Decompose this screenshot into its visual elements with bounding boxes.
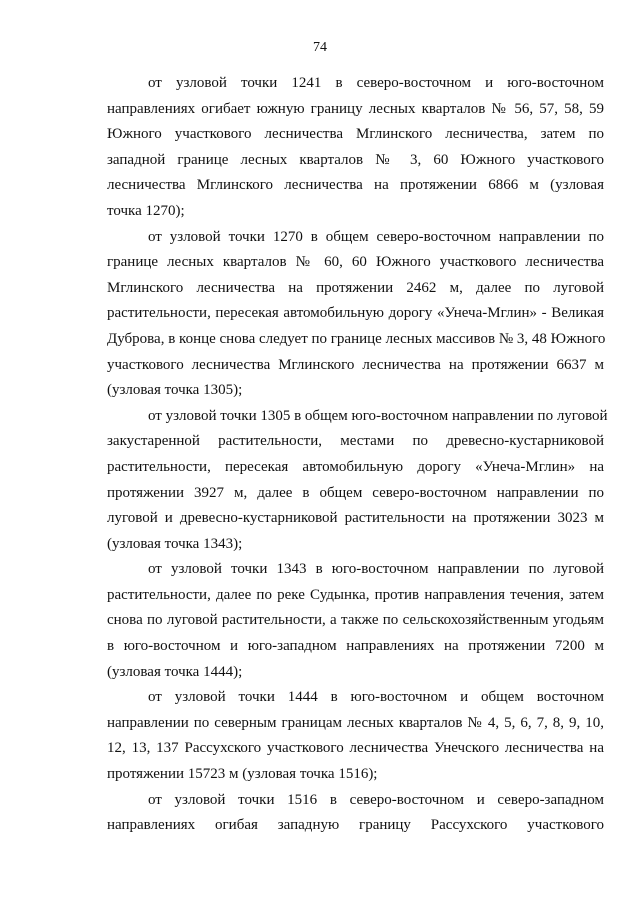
- text-line: растительности, пересекая автомобильную дорогу «Унеча-Мглин» - Великая: [107, 305, 604, 322]
- text-line: точка 1270);: [107, 202, 185, 219]
- text-line: от узловой точки 1241 в северо-восточном и юго-восточном: [148, 75, 604, 91]
- text-line: (узловая точка 1444);: [107, 663, 243, 680]
- text-line: закустаренной растительности, местами по древесно-кустарниковой: [107, 433, 604, 450]
- text-line: Дуброва, в конце снова следует по границе лесных массивов № 3, 48 Южного: [107, 330, 606, 347]
- text-line: лесничества Мглинского лесничества на протяжении 6866 м (узловая: [107, 177, 604, 194]
- paragraph-5: [107, 685, 604, 787]
- paragraph-1: [107, 71, 604, 225]
- text-line: протяжении 3927 м, далее в общем северо-восточном направлении по: [107, 484, 604, 501]
- text-line: от узловой точки 1270 в общем северо-восточном направлении по: [148, 228, 604, 245]
- text-line: в юго-восточном и юго-западном направлениях на протяжении 7200 м: [107, 638, 604, 655]
- text-line: границе лесных кварталов № 60, 60 Южного участкового лесничества: [107, 254, 604, 271]
- text-line: (узловая точка 1343);: [107, 535, 243, 552]
- text-line: направлении по северным границам лесных кварталов № 4, 5, 6, 7, 8, 9, 10,: [107, 714, 604, 731]
- paragraph-2: [107, 225, 604, 404]
- text-line: от узловой точки 1444 в юго-восточном и общем восточном: [148, 689, 604, 706]
- text-line: от узловой точки 1516 в северо-восточном и северо-западном: [148, 791, 604, 808]
- text-line: западной границе лесных кварталов № 3, 60 Южного участкового: [107, 151, 604, 168]
- text-line: от узловой точки 1305 в общем юго-восточном направлении по луговой: [148, 407, 608, 424]
- text-line: от узловой точки 1343 в юго-восточном направлении по луговой: [148, 561, 604, 578]
- text-line: Мглинского лесничества на протяжении 2462 м, далее по луговой: [107, 279, 604, 296]
- text-line: участкового лесничества Мглинского лесничества на протяжении 6637 м: [107, 356, 604, 373]
- paragraph-6: [107, 788, 604, 839]
- text-line: (узловая точка 1305);: [107, 382, 243, 399]
- text-line: протяжении 15723 м (узловая точка 1516);: [107, 766, 378, 783]
- page-number: 74: [313, 40, 327, 55]
- paragraph-4: [107, 557, 604, 685]
- text-line: растительности, пересекая автомобильную дорогу «Унеча-Мглин» на: [107, 458, 604, 475]
- document-body: [107, 71, 608, 839]
- text-line: растительности, далее по реке Судынка, против направления течения, затем: [107, 586, 604, 603]
- text-line: 12, 13, 137 Рассухского участкового лесничества Унечского лесничества на: [107, 740, 604, 757]
- text-line: луговой и древесно-кустарниковой растительности на протяжении 3023 м: [107, 510, 604, 527]
- text-line: снова по луговой растительности, а также по сельскохозяйственным угодьям: [107, 612, 604, 629]
- paragraph-3: [107, 404, 608, 558]
- text-line: направлениях огибает южную границу лесных кварталов № 56, 57, 58, 59: [107, 100, 604, 117]
- text-line: Южного участкового лесничества Мглинского лесничества, затем по: [107, 126, 604, 143]
- text-line: направлениях огибая западную границу Рассухского участкового: [107, 817, 604, 834]
